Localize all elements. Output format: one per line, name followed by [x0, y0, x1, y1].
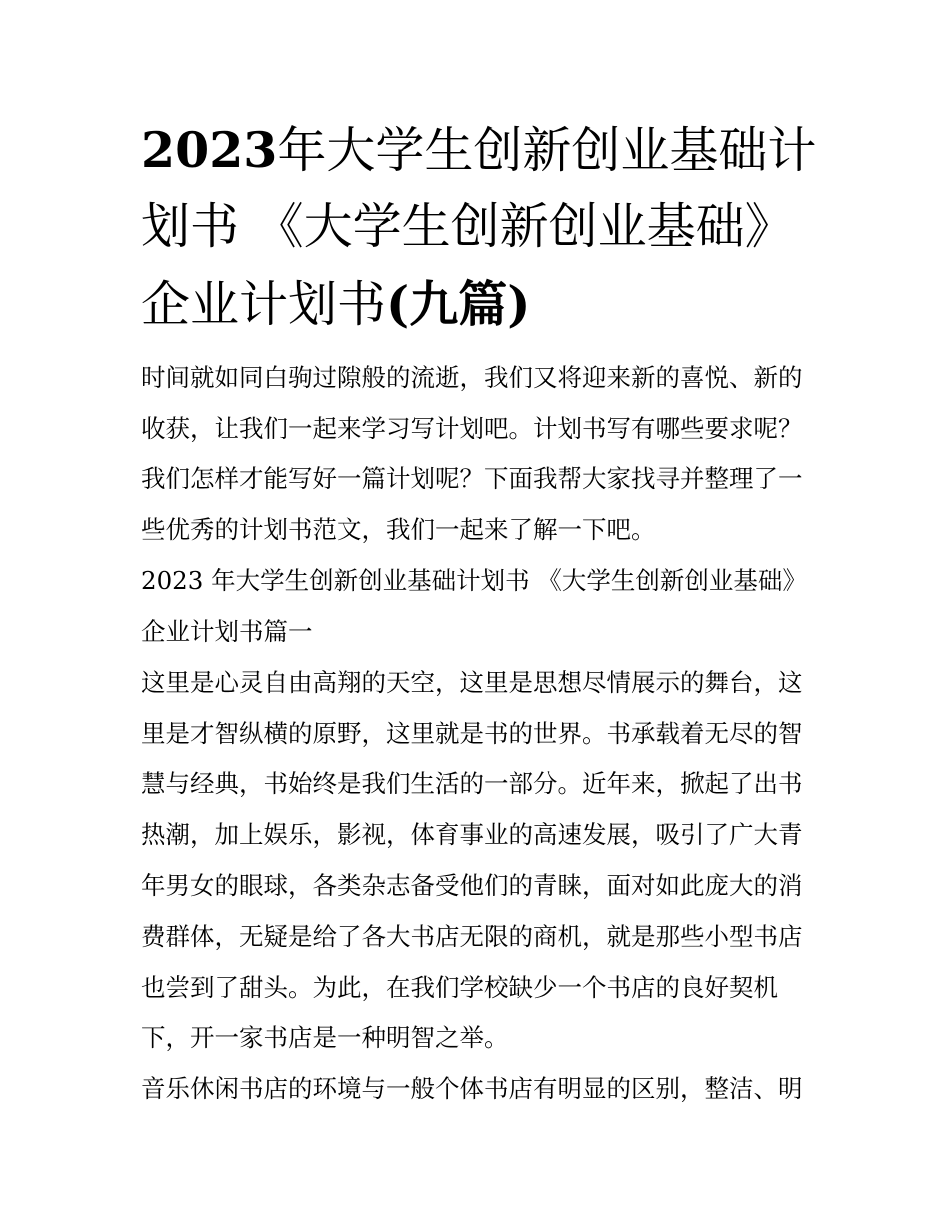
section-heading-line: 企业计划书篇一: [141, 617, 313, 646]
title-year: 2023: [141, 121, 278, 179]
paragraph-line: 这里是心灵自由高翔的天空，这里是思想尽情展示的舞台，这: [141, 668, 803, 697]
paragraph-line: 年男女的眼球，各类杂志备受他们的青睐，面对如此庞大的消: [141, 871, 803, 900]
paragraph-line: 热潮，加上娱乐，影视，体育事业的高速发展，吸引了广大青: [141, 820, 803, 849]
paragraph-line: 下，开一家书店是一种明智之举。: [141, 1023, 509, 1052]
paragraph-line: 也尝到了甜头。为此，在我们学校缺少一个书店的良好契机: [141, 973, 778, 1002]
paragraph-line: 慧与经典，书始终是我们生活的一部分。近年来，掀起了出书: [141, 769, 803, 798]
intro-line: 些优秀的计划书范文，我们一起来了解一下吧。: [141, 515, 656, 544]
document-title-line-1: [141, 121, 821, 179]
intro-line: 我们怎样才能写好一篇计划呢？下面我帮大家找寻并整理了一: [141, 464, 803, 493]
title-line-1-text: 年大学生创新创业基础计: [277, 122, 817, 179]
document-title-line-3: [141, 275, 821, 333]
paragraph-line: 音乐休闲书店的环境与一般个体书店有明显的区别，整洁、明: [141, 1074, 803, 1103]
section-heading-line: 2023 年大学生创新创业基础计划书 《大学生创新创业基础》: [141, 566, 807, 595]
title-line-3-paren: (九篇): [386, 275, 531, 333]
title-line-3-text: 企业计划书: [141, 276, 387, 333]
intro-line: 时间就如同白驹过隙般的流逝，我们又将迎来新的喜悦、新的: [141, 363, 803, 392]
paragraph-line: 里是才智纵横的原野，这里就是书的世界。书承载着无尽的智: [141, 719, 803, 748]
intro-line: 收获，让我们一起来学习写计划吧。计划书写有哪些要求呢？: [141, 414, 803, 443]
title-line-2-text: 划书 《大学生创新创业基础》: [141, 198, 794, 255]
document-title-line-2: [141, 198, 821, 255]
paragraph-line: 费群体，无疑是给了各大书店无限的商机，就是那些小型书店: [141, 922, 803, 951]
